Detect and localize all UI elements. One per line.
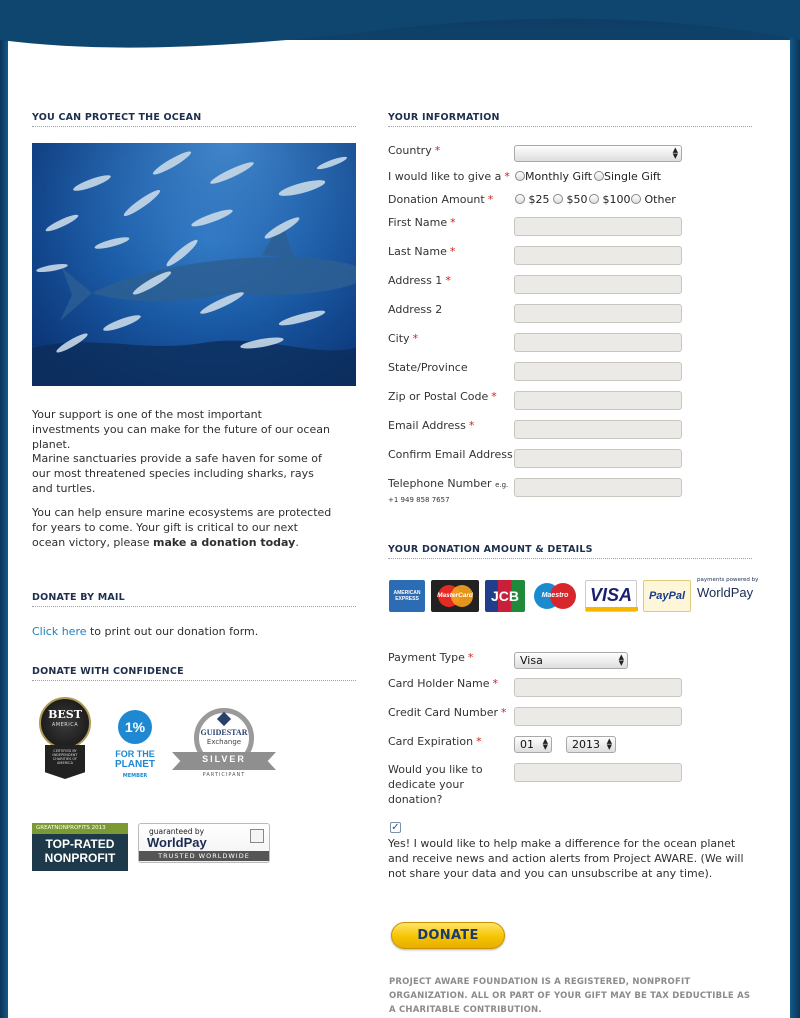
donation-amount-label (388, 193, 493, 206)
dedicate-line-2: dedicate your (388, 778, 464, 791)
required-mark: * (492, 677, 499, 690)
single-gift-label: Single Gift (604, 170, 661, 183)
optin-text: Yes! I would like to help make a difference for the ocean planet and receive news and action alerts from Project AWARE. (We will not share your data and you can unsubscribe at any time). (388, 837, 744, 880)
expiration-label (388, 735, 482, 748)
telephone-label (388, 477, 508, 490)
single-gift-radio[interactable] (594, 171, 604, 181)
protect-ocean-title: YOU CAN PROTECT THE OCEAN (32, 112, 202, 123)
gnp-year-label: GREATNONPROFITS 2013 (36, 825, 106, 831)
confirm-email-label (388, 448, 521, 461)
mastercard-logo (431, 580, 479, 612)
select-arrows-icon: ▲ ▼ (606, 737, 612, 751)
amount-50-label: $50 (566, 193, 588, 206)
amount-100-radio[interactable] (589, 194, 599, 204)
expiration-label-text: Card Expiration (388, 735, 474, 748)
ocean-photo-art (32, 143, 356, 386)
last-name-label-text: Last Name (388, 245, 447, 258)
jcb-logo: JCB (485, 580, 525, 612)
confirm-email-input[interactable] (514, 449, 682, 468)
exp-month-value: 01 (520, 738, 534, 751)
exchange-label: Exchange (206, 738, 242, 746)
nonprofit-label: NONPROFIT (44, 851, 116, 865)
worldpay-seal-icon (250, 829, 264, 843)
amount-25-label: $25 (528, 193, 550, 206)
monthly-gift-option[interactable] (515, 170, 592, 183)
required-mark: * (450, 216, 456, 229)
divider (32, 680, 356, 681)
first-name-input[interactable] (514, 217, 682, 236)
email-label-text: Email Address (388, 419, 466, 432)
best-in-america-badge[interactable] (39, 697, 91, 779)
america-label: AMERICA (51, 722, 79, 728)
zip-input[interactable] (514, 391, 682, 410)
payment-type-label-text: Payment Type (388, 651, 465, 664)
worldpay-logo: WorldPay (697, 585, 754, 600)
divider (388, 126, 752, 127)
country-select[interactable] (514, 145, 682, 162)
visa-logo (585, 580, 637, 612)
donate-today-text: make a donation today (152, 536, 296, 549)
worldpay-label: WorldPay (147, 835, 207, 850)
dedicate-label (388, 762, 483, 807)
guidestar-badge[interactable] (172, 708, 276, 784)
donate-confidence-title: DONATE WITH CONFIDENCE (32, 666, 184, 677)
address1-label (388, 274, 451, 287)
first-name-label (388, 216, 456, 229)
maestro-label: Maestro (541, 592, 569, 599)
sanctuaries-paragraph: Marine sanctuaries provide a safe haven for some of our most threatened species including sharks, rays and turtles. (32, 452, 322, 495)
last-name-label (388, 245, 455, 258)
newsletter-checkbox[interactable]: ✓ (391, 822, 400, 833)
first-name-label-text: First Name (388, 216, 448, 229)
mail-text: to print out our donation form. (86, 625, 259, 638)
address2-input[interactable] (514, 304, 682, 323)
telephone-example: +1 949 858 7657 (388, 496, 450, 504)
country-label-text: Country (388, 144, 432, 157)
trusted-label: TRUSTED WORLDWIDE (158, 852, 250, 860)
card-holder-label (388, 677, 498, 690)
select-arrows-icon: ▲ ▼ (618, 653, 624, 667)
guaranteed-by-label: guaranteed by (149, 827, 205, 836)
city-label (388, 332, 418, 345)
telephone-eg-label: e.g. (495, 481, 509, 489)
payment-type-value: Visa (520, 654, 543, 667)
dedicate-line-3: donation? (388, 793, 443, 806)
amount-other-option[interactable] (631, 193, 676, 206)
exp-year-value: 2013 (572, 738, 600, 751)
divider (32, 606, 356, 607)
content-panel (8, 40, 790, 1018)
paypal-logo: PayPal (643, 580, 691, 612)
exp-year-select[interactable] (566, 736, 616, 753)
country-label (388, 144, 440, 157)
monthly-gift-radio[interactable] (515, 171, 525, 181)
amount-other-radio[interactable] (631, 194, 641, 204)
city-label-text: City (388, 332, 410, 345)
ecosystems-text: You can help ensure marine ecosystems are protected for years to come. Your gift is critical to our next ocean victory, please (32, 506, 332, 549)
donate-button[interactable]: DONATE (391, 922, 505, 949)
divider (388, 558, 752, 559)
top-rated-nonprofit-badge[interactable] (32, 823, 128, 871)
address2-label: Address 2 (388, 303, 443, 316)
divider (32, 126, 356, 127)
select-arrows-icon: ▲ ▼ (542, 737, 548, 751)
visa-label: VISA (589, 585, 632, 605)
your-information-title: YOUR INFORMATION (388, 112, 500, 123)
top-rated-label: TOP-RATED (45, 837, 115, 851)
card-number-label (388, 706, 507, 719)
silver-label: SILVER (202, 754, 246, 764)
required-mark: * (504, 170, 510, 183)
powered-by-label: payments powered by (697, 577, 759, 583)
card-number-input[interactable] (514, 707, 682, 726)
amount-other-label: Other (644, 193, 676, 206)
payment-type-label (388, 651, 473, 664)
state-input[interactable] (514, 362, 682, 381)
donation-details-title: YOUR DONATION AMOUNT & DETAILS (388, 544, 593, 555)
charities-label: CERTIFIED BY INDEPENDENT CHARITIES OF AMERICA (52, 749, 78, 765)
dedicate-line-1: Would you like to (388, 763, 483, 776)
guidestar-label: GUIDESTAR (200, 728, 248, 737)
donation-amount-label-text: Donation Amount (388, 193, 485, 206)
give-label (388, 170, 510, 183)
exp-month-select[interactable] (514, 736, 552, 753)
required-mark: * (487, 193, 494, 206)
required-mark: * (491, 390, 497, 403)
payment-type-select[interactable] (514, 652, 628, 669)
mastercard-label: MasterCard (437, 592, 473, 599)
shark-fish-photo (32, 143, 356, 386)
confirm-email-label-text: Confirm Email Address (388, 448, 513, 461)
planet-label: PLANET (115, 759, 155, 770)
worldpay-guarantee-badge[interactable] (138, 823, 270, 863)
required-mark: * (445, 274, 451, 287)
amount-50-option[interactable] (553, 193, 588, 206)
required-mark: * (412, 332, 419, 345)
click-here-link[interactable]: Click here (32, 625, 87, 638)
for-the-label: FOR THE (115, 749, 155, 759)
zip-label-text: Zip or Postal Code (388, 390, 489, 403)
telephone-label-text: Telephone Number (388, 477, 492, 490)
mail-paragraph (32, 624, 356, 639)
maestro-logo (531, 580, 579, 612)
dedicate-input[interactable] (514, 763, 682, 782)
amount-100-label: $100 (602, 193, 631, 206)
support-paragraph: Your support is one of the most important investments you can make for the future of our ocean planet. (32, 408, 330, 451)
amount-25-radio[interactable] (515, 194, 525, 204)
address1-input[interactable] (514, 275, 682, 294)
member-label: MEMBER (122, 773, 148, 779)
amount-25-option[interactable] (515, 193, 550, 206)
required-mark: * (449, 245, 456, 258)
card-holder-label-text: Card Holder Name (388, 677, 490, 690)
best-label: BEST (48, 708, 82, 721)
email-label (388, 419, 474, 432)
one-percent-planet-badge[interactable] (108, 710, 162, 788)
one-percent-label: 1% (124, 719, 146, 735)
zip-label (388, 390, 497, 403)
email-input[interactable] (514, 420, 682, 439)
telephone-input[interactable] (514, 478, 682, 497)
select-arrows-icon: ▲ ▼ (672, 146, 678, 160)
tax-footnote: PROJECT AWARE FOUNDATION IS A REGISTERED, NONPROFIT ORGANIZATION. ALL OR PART OF YOUR GIFT MAY BE TAX DEDUCTIBLE AS A CHARITABLE CONTRIBUTION. (389, 977, 751, 1015)
ocean-edge-left (0, 0, 8, 1018)
period-text: . (295, 536, 299, 549)
required-mark: * (501, 706, 507, 719)
single-gift-option[interactable] (594, 170, 661, 183)
amount-50-radio[interactable] (553, 194, 563, 204)
required-mark: * (476, 735, 482, 748)
card-holder-input[interactable] (514, 678, 682, 697)
amount-100-option[interactable] (589, 193, 631, 206)
participant-label: PARTICIPANT (202, 772, 246, 778)
required-mark: * (434, 144, 441, 157)
ecosystems-paragraph (32, 505, 332, 550)
address1-label-text: Address 1 (388, 274, 443, 287)
last-name-input[interactable] (514, 246, 682, 265)
required-mark: * (468, 419, 475, 432)
amex-logo: AMERICAN EXPRESS (389, 580, 425, 612)
give-label-text: I would like to give a (388, 170, 502, 183)
ocean-edge-right (790, 0, 800, 1018)
required-mark: * (467, 651, 474, 664)
state-label: State/Province (388, 361, 468, 374)
donate-by-mail-title: DONATE BY MAIL (32, 592, 125, 603)
monthly-gift-label: Monthly Gift (525, 170, 593, 183)
city-input[interactable] (514, 333, 682, 352)
card-number-label-text: Credit Card Number (388, 706, 498, 719)
